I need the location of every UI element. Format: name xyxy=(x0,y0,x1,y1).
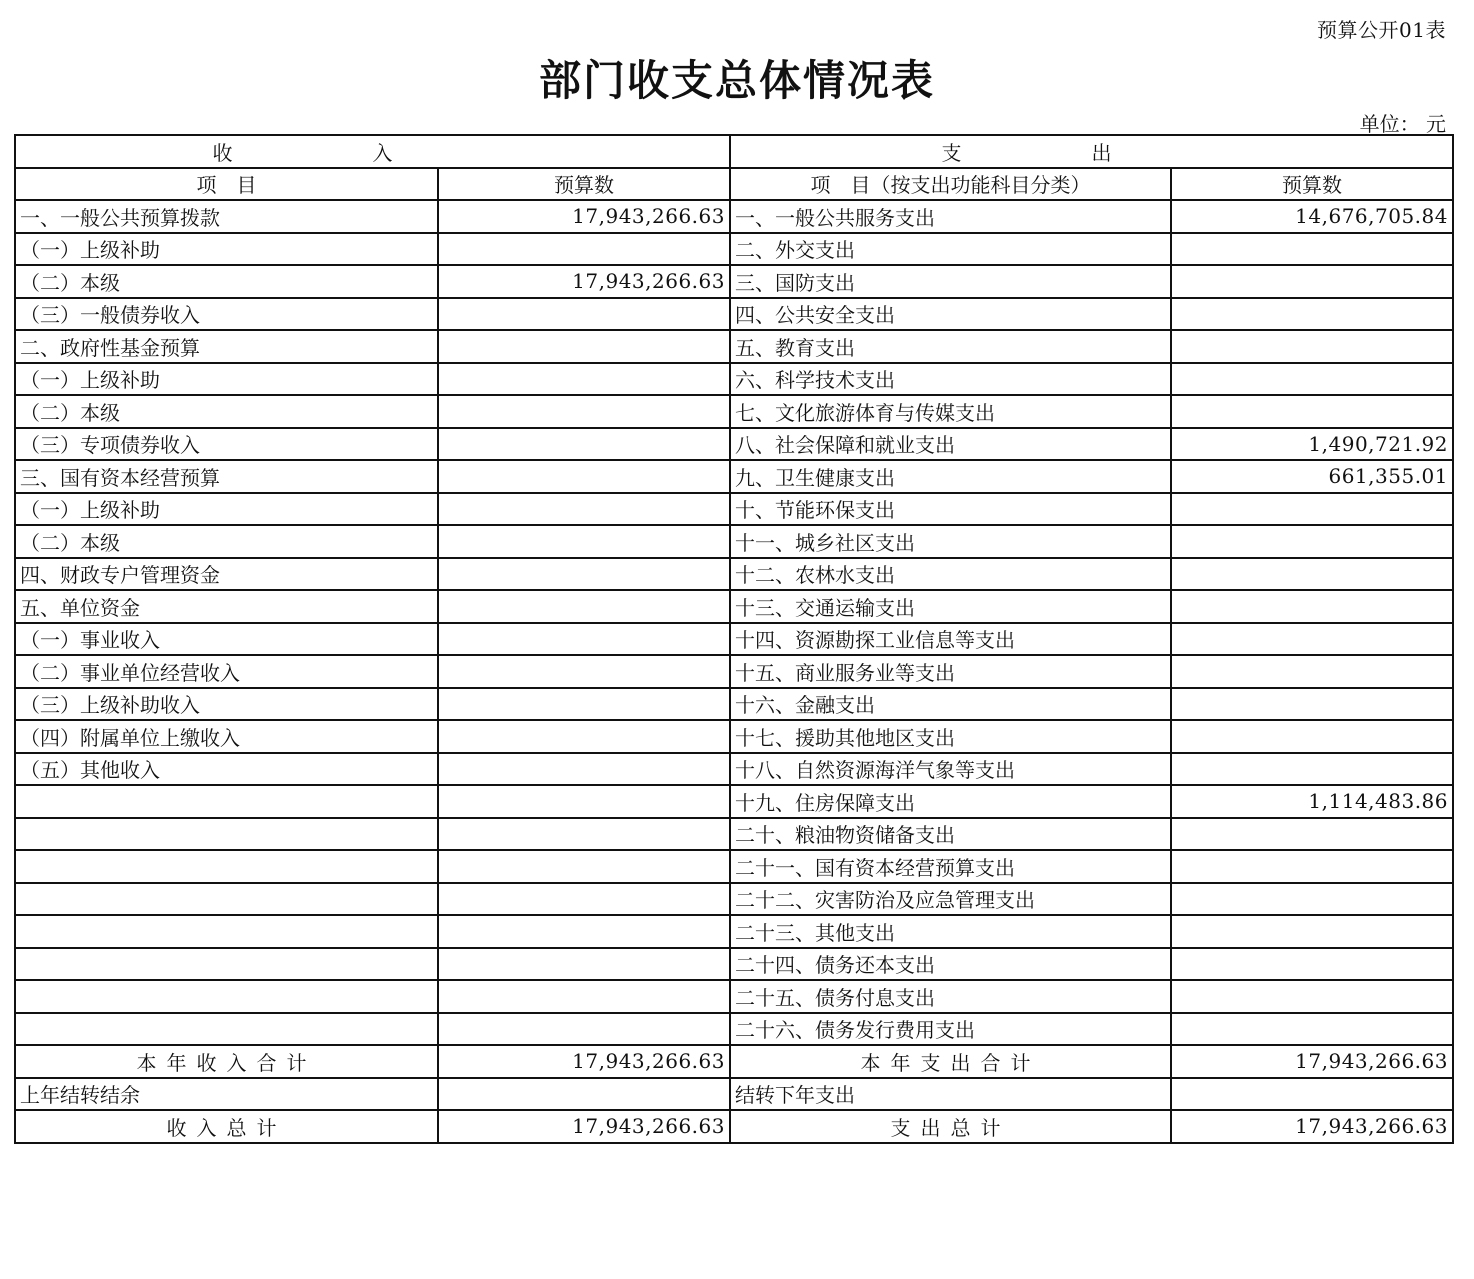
expense-amount-cell xyxy=(1171,395,1453,428)
income-group-header: 收入 xyxy=(15,135,730,168)
income-amount-header: 预算数 xyxy=(438,168,730,201)
expense-amount-cell: 1,490,721.92 xyxy=(1171,428,1453,461)
expense-item-cell: 六、科学技术支出 xyxy=(730,363,1171,396)
income-item-cell: 五、单位资金 xyxy=(15,590,438,623)
income-amount-cell xyxy=(438,590,730,623)
expense-amount-cell xyxy=(1171,688,1453,721)
income-amount-cell xyxy=(438,1078,730,1111)
expense-item-cell: 十二、农林水支出 xyxy=(730,558,1171,591)
expense-item-cell: 十八、自然资源海洋气象等支出 xyxy=(730,753,1171,786)
income-amount-cell xyxy=(438,753,730,786)
expense-amount-cell: 17,943,266.63 xyxy=(1171,1045,1453,1078)
expense-amount-cell xyxy=(1171,493,1453,526)
expense-amount-cell xyxy=(1171,298,1453,331)
expense-item-cell: 二、外交支出 xyxy=(730,233,1171,266)
table-row xyxy=(15,753,1453,786)
expense-item-cell: 八、社会保障和就业支出 xyxy=(730,428,1171,461)
table-row xyxy=(15,655,1453,688)
column-header-row xyxy=(15,168,1453,201)
table-row xyxy=(15,590,1453,623)
income-item-cell: （五）其他收入 xyxy=(15,753,438,786)
table-row xyxy=(15,298,1453,331)
expense-item-cell: 二十、粮油物资储备支出 xyxy=(730,818,1171,851)
income-item-cell xyxy=(15,850,438,883)
income-item-cell xyxy=(15,915,438,948)
table-row xyxy=(15,493,1453,526)
total-year-row xyxy=(15,1045,1453,1078)
income-amount-cell: 17,943,266.63 xyxy=(438,1045,730,1078)
income-item-cell xyxy=(15,818,438,851)
table-row xyxy=(15,688,1453,721)
income-item-cell: （一）上级补助 xyxy=(15,493,438,526)
expense-label-cell: 结转下年支出 xyxy=(730,1078,1171,1111)
income-item-cell: （二）本级 xyxy=(15,395,438,428)
expense-amount-cell xyxy=(1171,330,1453,363)
table-row xyxy=(15,200,1453,233)
expense-amount-cell xyxy=(1171,655,1453,688)
income-amount-cell xyxy=(438,330,730,363)
income-amount-cell xyxy=(438,395,730,428)
expense-amount-cell xyxy=(1171,720,1453,753)
expense-amount-cell xyxy=(1171,265,1453,298)
income-item-header: 项 目 xyxy=(15,168,438,201)
expense-amount-cell xyxy=(1171,818,1453,851)
income-item-cell: （一）上级补助 xyxy=(15,233,438,266)
expense-amount-cell xyxy=(1171,1078,1453,1111)
expense-amount-cell xyxy=(1171,915,1453,948)
expense-amount-cell xyxy=(1171,363,1453,396)
income-item-cell: 一、一般公共预算拨款 xyxy=(15,200,438,233)
expense-amount-cell: 14,676,705.84 xyxy=(1171,200,1453,233)
page-title: 部门收支总体情况表 xyxy=(538,56,935,105)
income-amount-cell xyxy=(438,363,730,396)
table-row xyxy=(15,623,1453,656)
income-item-cell: （二）本级 xyxy=(15,525,438,558)
income-amount-cell xyxy=(438,428,730,461)
expense-item-cell: 二十四、债务还本支出 xyxy=(730,948,1171,981)
table-row xyxy=(15,428,1453,461)
table-row xyxy=(15,818,1453,851)
table-row xyxy=(15,850,1453,883)
expense-amount-cell xyxy=(1171,1013,1453,1046)
income-amount-cell xyxy=(438,688,730,721)
expense-item-cell: 二十一、国有资本经营预算支出 xyxy=(730,850,1171,883)
expense-amount-cell: 1,114,483.86 xyxy=(1171,785,1453,818)
expense-item-cell: 四、公共安全支出 xyxy=(730,298,1171,331)
expense-amount-cell xyxy=(1171,850,1453,883)
income-amount-cell xyxy=(438,460,730,493)
expense-item-cell: 五、教育支出 xyxy=(730,330,1171,363)
expense-item-cell: 二十三、其他支出 xyxy=(730,915,1171,948)
income-label-cell: 上年结转结余 xyxy=(15,1078,438,1111)
expense-amount-cell xyxy=(1171,558,1453,591)
table-row xyxy=(15,265,1453,298)
income-item-cell: （二）事业单位经营收入 xyxy=(15,655,438,688)
expense-item-cell: 十六、金融支出 xyxy=(730,688,1171,721)
income-item-cell: （三）上级补助收入 xyxy=(15,688,438,721)
expense-amount-header: 预算数 xyxy=(1171,168,1453,201)
expense-item-cell: 九、卫生健康支出 xyxy=(730,460,1171,493)
income-item-cell xyxy=(15,1013,438,1046)
expense-label-cell: 支出总计 xyxy=(730,1110,1171,1143)
expense-amount-cell xyxy=(1171,980,1453,1013)
income-amount-cell xyxy=(438,915,730,948)
income-amount-cell xyxy=(438,883,730,916)
budget-table-body xyxy=(15,135,1453,1143)
income-item-cell xyxy=(15,980,438,1013)
income-amount-cell xyxy=(438,980,730,1013)
expense-amount-cell xyxy=(1171,590,1453,623)
expense-amount-cell: 17,943,266.63 xyxy=(1171,1110,1453,1143)
income-amount-cell xyxy=(438,720,730,753)
grand-total-row xyxy=(15,1110,1453,1143)
table-row xyxy=(15,330,1453,363)
table-row xyxy=(15,558,1453,591)
income-item-cell: （三）专项债券收入 xyxy=(15,428,438,461)
expense-item-cell: 二十五、债务付息支出 xyxy=(730,980,1171,1013)
table-row xyxy=(15,363,1453,396)
table-row xyxy=(15,785,1453,818)
table-row xyxy=(15,915,1453,948)
income-amount-cell xyxy=(438,525,730,558)
income-amount-cell xyxy=(438,298,730,331)
income-item-cell: 二、政府性基金预算 xyxy=(15,330,438,363)
expense-item-cell: 十七、援助其他地区支出 xyxy=(730,720,1171,753)
unit-label: 单位： 元 xyxy=(1359,112,1446,136)
income-amount-cell xyxy=(438,623,730,656)
income-item-cell xyxy=(15,948,438,981)
expense-amount-cell xyxy=(1171,948,1453,981)
expense-amount-cell xyxy=(1171,623,1453,656)
income-item-cell: （三）一般债券收入 xyxy=(15,298,438,331)
expense-amount-cell xyxy=(1171,883,1453,916)
income-amount-cell: 17,943,266.63 xyxy=(438,1110,730,1143)
income-amount-cell xyxy=(438,785,730,818)
income-item-cell: （一）事业收入 xyxy=(15,623,438,656)
income-item-cell: 四、财政专户管理资金 xyxy=(15,558,438,591)
expense-item-cell: 七、文化旅游体育与传媒支出 xyxy=(730,395,1171,428)
expense-item-cell: 十四、资源勘探工业信息等支出 xyxy=(730,623,1171,656)
income-item-cell xyxy=(15,785,438,818)
income-amount-cell xyxy=(438,1013,730,1046)
carry-over-row xyxy=(15,1078,1453,1111)
expense-label-cell: 本年支出合计 xyxy=(730,1045,1171,1078)
expense-item-cell: 十一、城乡社区支出 xyxy=(730,525,1171,558)
budget-table xyxy=(14,134,1454,1144)
expense-item-cell: 十五、商业服务业等支出 xyxy=(730,655,1171,688)
expense-item-cell: 二十二、灾害防治及应急管理支出 xyxy=(730,883,1171,916)
expense-item-header: 项 目（按支出功能科目分类） xyxy=(730,168,1171,201)
income-item-cell xyxy=(15,883,438,916)
income-amount-cell xyxy=(438,233,730,266)
table-row xyxy=(15,525,1453,558)
table-row xyxy=(15,460,1453,493)
expense-item-cell: 三、国防支出 xyxy=(730,265,1171,298)
income-label-cell: 本年收入合计 xyxy=(15,1045,438,1078)
income-item-cell: （四）附属单位上缴收入 xyxy=(15,720,438,753)
expense-item-cell: 十三、交通运输支出 xyxy=(730,590,1171,623)
table-row xyxy=(15,233,1453,266)
table-row xyxy=(15,948,1453,981)
expense-amount-cell: 661,355.01 xyxy=(1171,460,1453,493)
group-header-row xyxy=(15,135,1453,168)
form-code: 预算公开01表 xyxy=(1317,18,1446,42)
expense-group-header: 支出 xyxy=(730,135,1453,168)
table-row xyxy=(15,720,1453,753)
expense-item-cell: 十九、住房保障支出 xyxy=(730,785,1171,818)
income-amount-cell: 17,943,266.63 xyxy=(438,200,730,233)
expense-item-cell: 十、节能环保支出 xyxy=(730,493,1171,526)
expense-amount-cell xyxy=(1171,233,1453,266)
income-label-cell: 收入总计 xyxy=(15,1110,438,1143)
table-row xyxy=(15,1013,1453,1046)
income-amount-cell xyxy=(438,948,730,981)
expense-amount-cell xyxy=(1171,753,1453,786)
income-item-cell: （二）本级 xyxy=(15,265,438,298)
table-row xyxy=(15,395,1453,428)
income-item-cell: （一）上级补助 xyxy=(15,363,438,396)
income-amount-cell xyxy=(438,493,730,526)
income-amount-cell: 17,943,266.63 xyxy=(438,265,730,298)
expense-item-cell: 二十六、债务发行费用支出 xyxy=(730,1013,1171,1046)
expense-amount-cell xyxy=(1171,525,1453,558)
table-row xyxy=(15,883,1453,916)
income-amount-cell xyxy=(438,850,730,883)
expense-item-cell: 一、一般公共服务支出 xyxy=(730,200,1171,233)
income-amount-cell xyxy=(438,558,730,591)
table-row xyxy=(15,980,1453,1013)
income-amount-cell xyxy=(438,818,730,851)
income-amount-cell xyxy=(438,655,730,688)
income-item-cell: 三、国有资本经营预算 xyxy=(15,460,438,493)
